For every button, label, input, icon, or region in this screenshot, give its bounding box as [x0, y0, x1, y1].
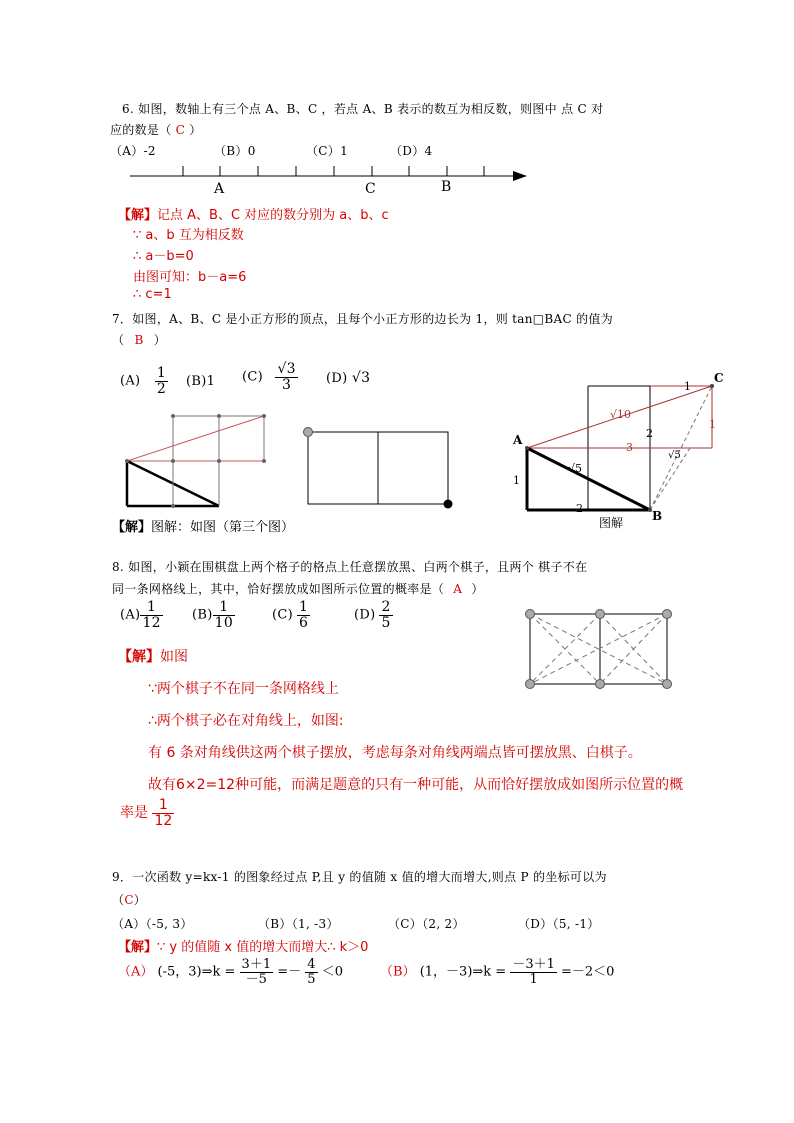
q9-answer: C [124, 893, 134, 907]
q9-solution [118, 936, 368, 955]
q6-solution-line5: ∴ c=1 [133, 287, 172, 302]
q8-stem-prefix: 同一条网格线上，其中，恰好摆放成如图所示位置的概率是（ [112, 582, 445, 596]
q7-option-c-label: (C) [242, 369, 263, 385]
q8-option-c-label: (C) [272, 607, 293, 623]
q8-solution-line5: 故有6×2=12种可能，而满足题意的只有一种可能，从而恰好摆放成如图所示位置的概 [148, 777, 684, 793]
q7-fig3-label-b: B [652, 509, 663, 523]
q7-fig3-label-sqrt10: √10 [610, 408, 632, 421]
q8-option-d-label: (D) [354, 607, 376, 623]
q7-fig3-label-sqrt5b: √5 [668, 450, 681, 461]
q8-solution-prefix: 率是 [120, 805, 148, 822]
q9-option-d: （D）（5, -1） [518, 917, 600, 931]
q7-fig3-label-three: 3 [626, 441, 633, 454]
q7-fig3-label-c: C [714, 371, 724, 385]
q9-calc-b-end: =－2＜0 [561, 964, 615, 980]
q9-calc-a-num: 3＋1 [241, 957, 272, 972]
q9-calc-b-label: （B） [380, 964, 416, 980]
q8-option-a-den: 12 [142, 614, 161, 631]
q6-option-b: （B）0 [214, 144, 256, 158]
q9-option-a: （A）（-5, 3） [112, 917, 193, 931]
q7-fig3-label-two-bottom: 2 [576, 502, 583, 515]
q7-fig3-label-one-right: 1 [709, 418, 716, 431]
q8-solution-label: 【解】 [118, 649, 160, 665]
q7-option-a-label: (A) [120, 373, 141, 389]
q6-option-a: （A）-2 [110, 144, 156, 158]
q8-option-a-label: (A) [120, 607, 141, 623]
q6-option-d: （D）4 [390, 144, 433, 158]
q9-calc-b [380, 958, 614, 986]
q8-option-b-den: 10 [214, 614, 234, 631]
q6-stem-prefix: 应的数是（ [110, 123, 172, 137]
q8-solution-line3: ∴两个棋子必在对角线上，如图: [148, 713, 344, 729]
q6-stem-suffix: ） [189, 123, 202, 137]
q8-solution-den: 12 [154, 812, 173, 829]
q9-calc-a-label: （A） [118, 964, 154, 980]
q7-option-a-den: 2 [156, 380, 167, 397]
q7-option-d-label: (D) [326, 371, 348, 386]
q8-solution-line6 [120, 798, 174, 828]
q7-fig3-label-one-top: 1 [684, 380, 691, 393]
q7-stem-prefix: （ [112, 333, 125, 347]
q9-solution-label: 【解】 [118, 940, 158, 955]
q6-solution-line4: 由图可知：b－a=6 [133, 270, 247, 285]
q8-solution-num: 1 [158, 797, 168, 813]
q7-option-c-den: 3 [275, 377, 297, 393]
q7-fig3-label-two-mid: 2 [646, 427, 653, 440]
q8-option-b-label: (B) [192, 607, 213, 623]
q9-option-c: （C）（2, 2） [388, 917, 465, 931]
q6-solution-text1: 记点 A、B、C 对应的数分别为 a、b、c [157, 208, 389, 223]
q6-option-c: （C）1 [306, 144, 349, 158]
q7-fig3-label-one-left: 1 [513, 474, 520, 487]
q7-fig3-label-sqrt5a: √5 [568, 462, 583, 475]
q8-solution-first: 如图 [160, 649, 188, 665]
q9-stem-prefix: （ [112, 893, 125, 907]
q7-solution-label: 【解】 [112, 520, 152, 535]
q7-stem-suffix: ） [153, 333, 166, 347]
q7-fig3-caption: 图解 [599, 516, 624, 530]
q8-option-b-num: 1 [219, 599, 229, 615]
q6-axis-label-c: C [365, 181, 376, 197]
q6-axis-label-b: B [441, 179, 452, 195]
q8-stem-line1: 8. 如图，小颖在围棋盘上两个格子的格点上任意摆放黑、白两个棋子，且两个 棋子不在 [112, 560, 588, 574]
q6-stem-line1: 6. 如图，数轴上有三个点 A、B、C ，若点 A、B 表示的数互为相反数，则图中 点 C 对 [122, 102, 604, 116]
q9-solution-text: ∵ y 的值随 x 值的增大而增大∴ k＞0 [157, 940, 369, 955]
q9-calc-a [118, 958, 343, 986]
q9-calc-a-den2: 5 [307, 971, 316, 987]
q6-solution-line3: ∴ a－b=0 [133, 249, 194, 264]
q7-option-a-num: 1 [156, 365, 167, 381]
q7-solution-text: 图解：如图（第三个图） [151, 520, 295, 535]
q7-option-c-num: √3 [277, 361, 296, 377]
q9-calc-a-den: －5 [240, 972, 274, 987]
q9-calc-a-point: (-5，3)⇒k = [157, 964, 236, 980]
q8-solution-line4: 有 6 条对角线供这两个棋子摆放，考虑每条对角线两端点皆可摆放黑、白棋子。 [148, 745, 642, 761]
q8-option-a-num: 1 [147, 599, 157, 615]
q8-option-d-num: 2 [381, 599, 391, 615]
q9-stem-line2 [112, 891, 146, 908]
q6-axis-label-a: A [214, 181, 225, 197]
q6-solution-line2: ∵ a、b 互为相反数 [133, 228, 244, 243]
q7-fig3-label-a: A [513, 433, 523, 447]
q6-answer: C [175, 123, 186, 137]
q9-calc-b-num: －3＋1 [512, 957, 555, 972]
q7-option-d-value: √3 [351, 370, 371, 386]
q8-solution-line1 [118, 646, 188, 666]
q8-option-d-den: 5 [381, 614, 391, 631]
q7-stem-line1: 7．如图，A、B、C 是小正方形的顶点，且每个小正方形的边长为 1，则 tan□BAC 的值为 [112, 312, 614, 326]
q8-option-c-den: 6 [299, 614, 309, 631]
q9-calc-a-end: ＜0 [321, 964, 343, 980]
q8-solution-line2: ∵两个棋子不在同一条网格线上 [148, 681, 339, 697]
q9-calc-a-num2: 4 [307, 957, 316, 972]
q7-answer: B [134, 333, 144, 347]
q7-option-b: (B)1 [186, 374, 216, 389]
q8-stem-suffix: ） [471, 582, 484, 596]
q9-option-b: （B）（1, -3） [258, 917, 339, 931]
q8-option-c-num: 1 [299, 599, 309, 615]
q9-stem-suffix: ） [133, 893, 147, 907]
q8-answer: A [453, 582, 463, 596]
q9-calc-b-den: 1 [510, 972, 557, 987]
q9-calc-b-point: (1，－3)⇒k = [419, 964, 507, 980]
q6-solution-label: 【解】 [118, 208, 158, 223]
q9-stem-line1: 9．一次函数 y=kx-1 的图象经过点 P,且 y 的值随 x 值的增大而增大,则点 P 的坐标可以为 [112, 870, 607, 884]
q9-calc-a-mid: =－ [277, 964, 302, 980]
